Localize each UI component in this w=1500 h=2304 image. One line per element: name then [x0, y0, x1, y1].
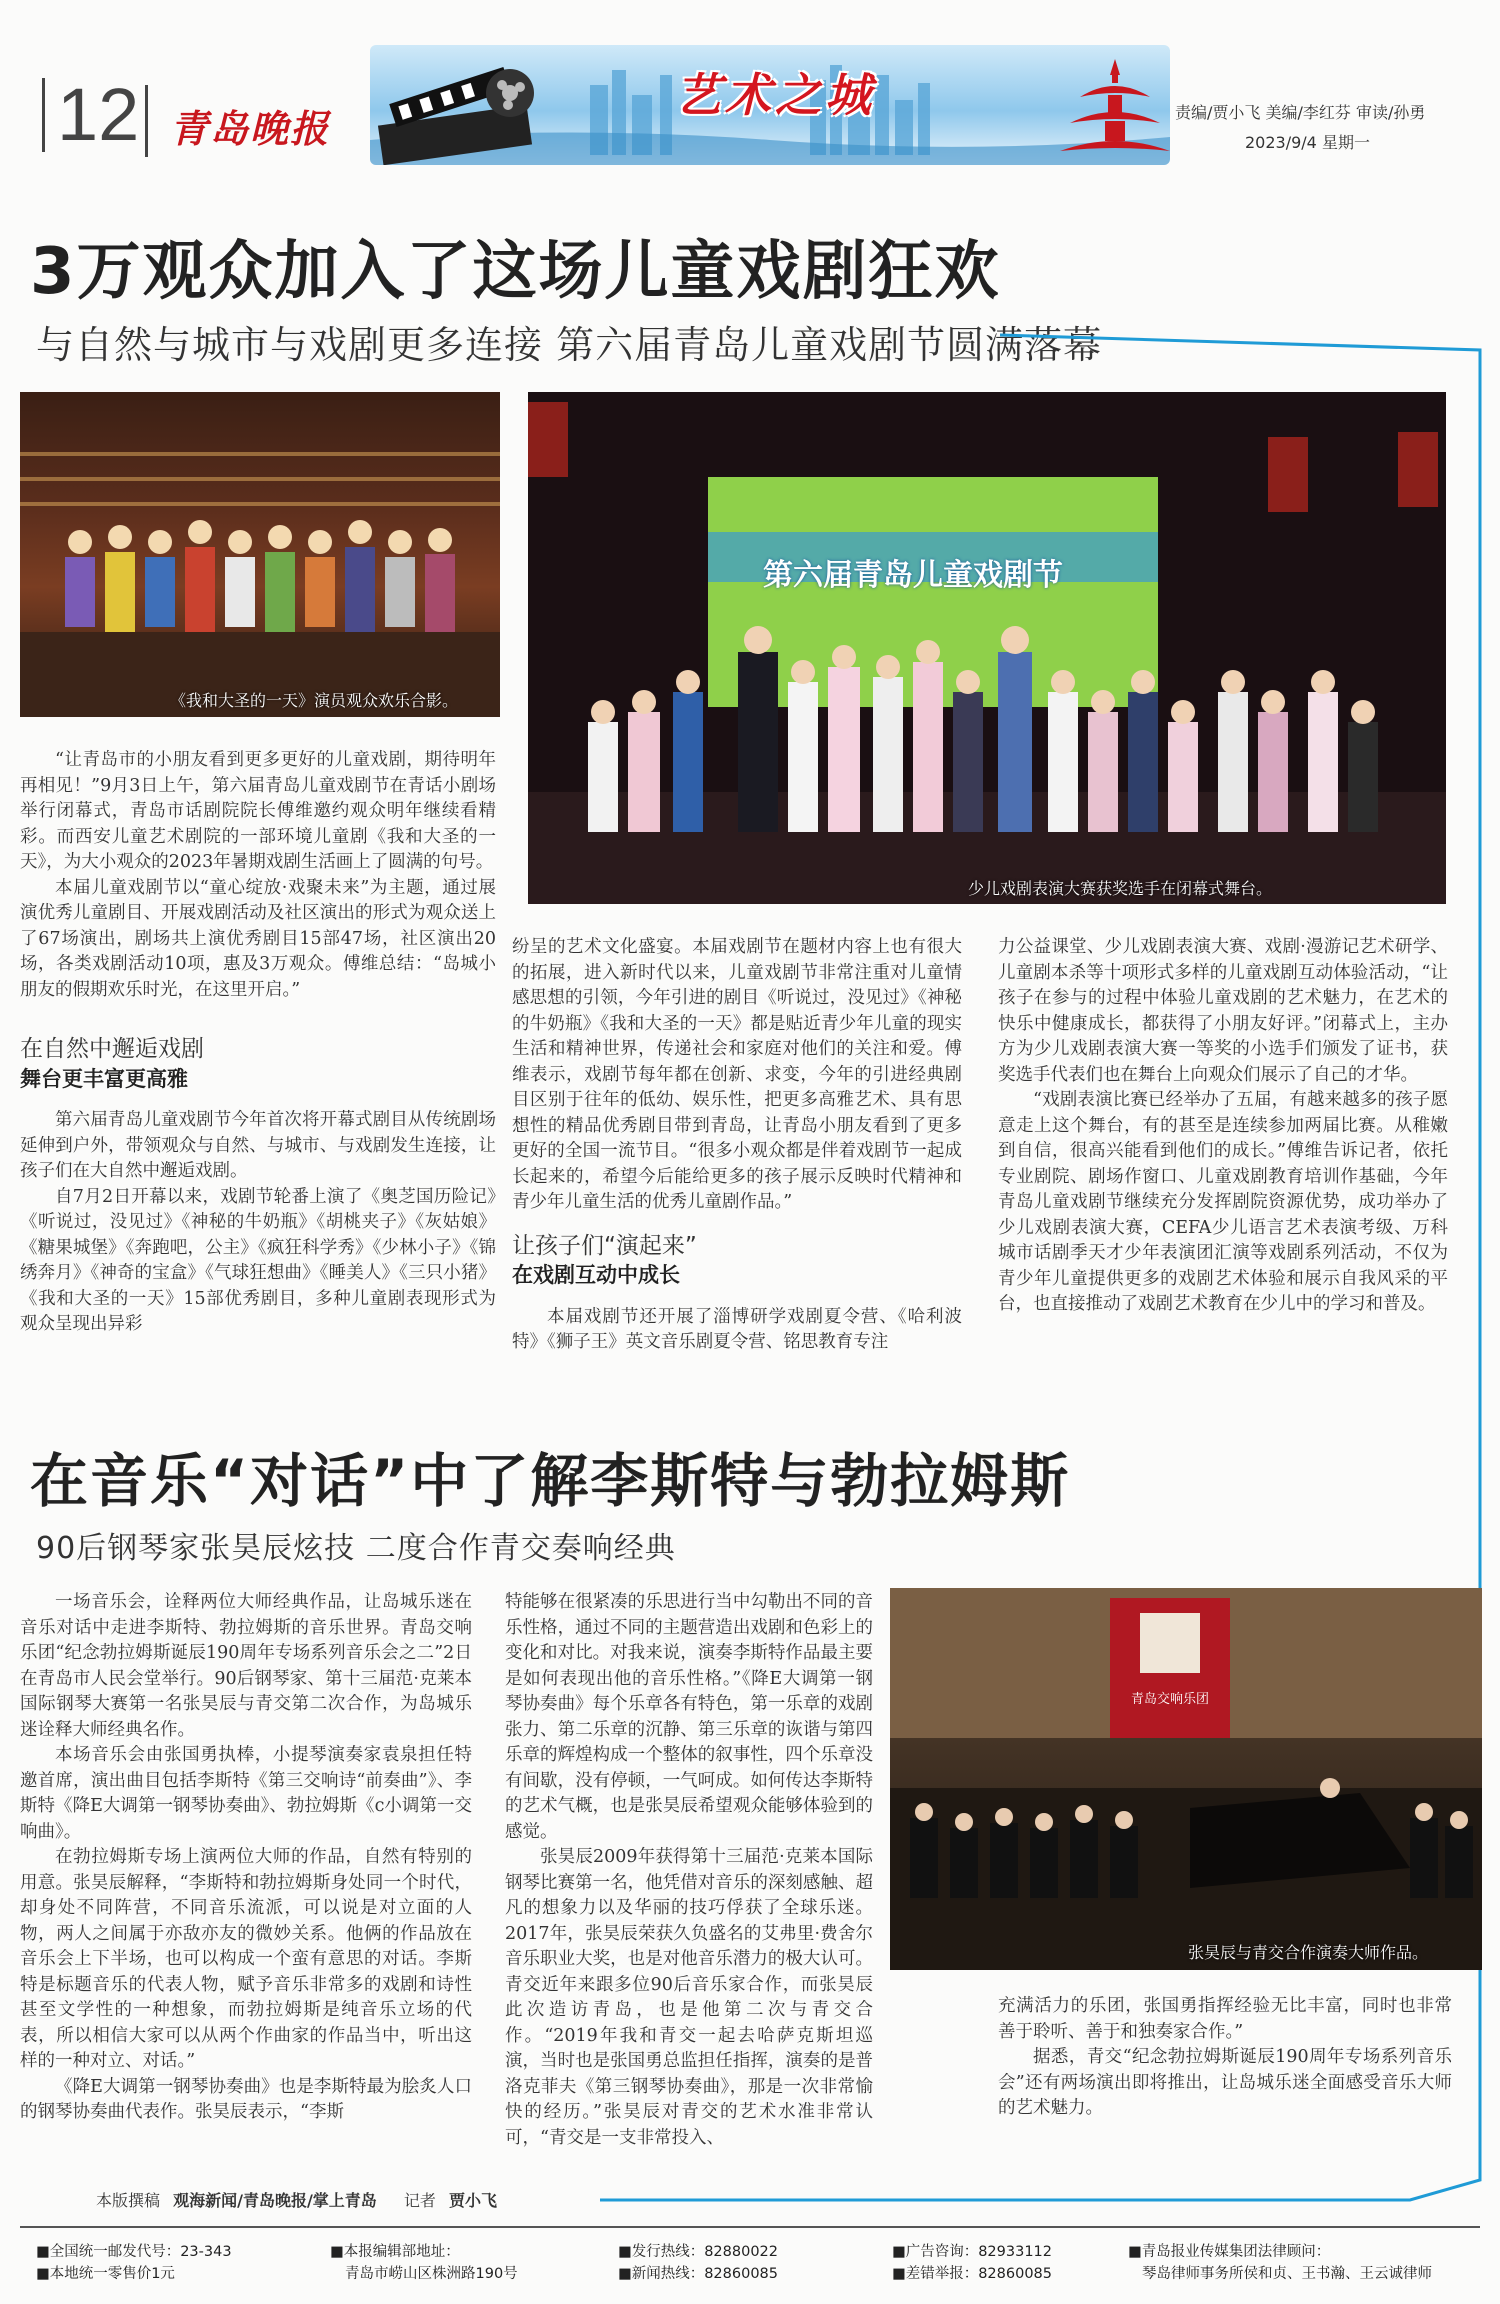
article2-subheadline: 90后钢琴家张昊辰炫技 二度合作青交奏响经典 [36, 1531, 676, 1566]
issue-date: 2023/9/4 星期一 [1245, 133, 1370, 152]
paragraph: “让青岛市的小朋友看到更多更好的儿童戏剧，期待明年再相见！”9月3日上午，第六届青岛儿童戏剧节在青话小剧场举行闭幕式，青岛市话剧院院长傅维邀约观众明年继续看精彩。而西安儿童艺术剧院的一部环境儿童剧《我和大圣的一天》，为大小观众的2023年暑期戏剧生活画上了圆满的句号。 [20, 750, 496, 872]
section-subtitle-bold: 舞台更丰富更高雅 [20, 1066, 188, 1091]
article1-subheadline: 与自然与城市与戏剧更多连接 第六届青岛儿童戏剧节圆满落幕 [36, 323, 1103, 367]
footer-legal-advisor-label: ■青岛报业传媒集团法律顾问： [1128, 2244, 1331, 2260]
section-subtitle: 让孩子们“演起来” [512, 1232, 697, 1259]
photo-orchestra-concert [890, 1588, 1482, 1970]
editor-credits: 责编/贾小飞 美编/李红芬 审读/孙勇 [1175, 103, 1426, 122]
pagoda-landmark-icon [1060, 55, 1170, 165]
byline [96, 2188, 497, 2211]
paragraph: 力公益课堂、少儿戏剧表演大赛、戏剧·漫游记艺术研学、儿童剧本杀等十项形式多样的儿童戏剧互动体验活动，“让孩子在参与的过程中体验儿童戏剧的艺术魅力，在艺术的快乐中健康成长，都获得了小朋友好评。”闭幕式上，主办方为少儿戏剧表演大赛一等奖的小选手们颁发了证书，获奖选手代表们也在舞台上向观众们展示了自己的才华。 [998, 937, 1448, 1085]
article1-column1 [20, 748, 496, 1338]
photo-award-winners-on-stage [528, 392, 1446, 904]
footer-address: 青岛市崂山区株洲路190号 [345, 2266, 518, 2282]
photo1-caption: 《我和大圣的一天》演员观众欢乐合影。 [170, 691, 459, 710]
section-title: 艺术之城 [675, 68, 875, 122]
byline-reporter-label: 记者 [403, 2191, 436, 2210]
orchestra-sign-text: 青岛交响乐团 [1130, 1692, 1209, 1707]
section-subtitle-bold: 在戏剧互动中成长 [512, 1263, 680, 1287]
article1-headline: 3万观众加入了这场儿童戏剧狂欢 [30, 235, 1001, 309]
footer [0, 2232, 1500, 2304]
footer-rule [20, 2226, 1480, 2228]
byline-sources: 观海新闻/青岛晚报/掌上青岛 [173, 2191, 377, 2210]
stage-banner-text: 第六届青岛儿童戏剧节 [763, 558, 1063, 593]
footer-postal-code: ■全国统一邮发代号：23-343 [36, 2244, 232, 2260]
footer-address-label: ■本报编辑部地址： [330, 2244, 460, 2260]
paragraph: 在勃拉姆斯专场上演两位大师的作品，自然有特别的用意。张昊辰解释，“李斯特和勃拉姆斯身处同一个时代，却身处不同阵营，不同音乐流派，可以说是对立面的人物，两人之间属于亦敌亦友的微妙关系。他俩的作品放在音乐会上下半场，也可以构成一个蛮有意思的对话。李斯特是标题音乐的代表人物，赋予音乐非常多的戏剧和诗性甚至文学性的一种想象，而勃拉姆斯是纯音乐立场的代表，所以相信大家可以从两个作曲家的作品当中，听出这样的一种对立、对话。” [20, 1847, 472, 2071]
paragraph: 本届戏剧节还开展了淄博研学戏剧夏令营、《哈利波特》《狮子王》英文音乐剧夏令营、铭思教育专注 [512, 1306, 962, 1352]
paragraph: 第六届青岛儿童戏剧节今年首次将开幕式剧目从传统剧场延伸到户外，带领观众与自然、与城市、与戏剧发生连接，让孩子们在大自然中邂逅戏剧。 [20, 1110, 496, 1181]
film-reel-icon [370, 45, 540, 165]
footer-ad-inquiry: ■广告咨询：82933112 [892, 2244, 1053, 2260]
paragraph: 纷呈的艺术文化盛宴。本届戏剧节在题材内容上也有很大的拓展，进入新时代以来，儿童戏剧节非常注重对儿童情感思想的引领，今年引进的剧目《听说过，没见过》《神秘的牛奶瓶》《我和大圣的一天》都是贴近青少年儿童的现实生活和精神世界，传递社会和家庭对他们的关注和爱。傅维表示，戏剧节每年都在创新、求变，今年的引进经典剧目区别于往年的低幼、娱乐性，把更多高雅艺术、具有思想性的精品优秀剧目带到青岛，让青岛小朋友看到了更多更好的全国一流节目。“很多小观众都是伴着戏剧节一起成长起来的，希望今后能给更多的孩子展示反映时代精神和青少年儿童生活的优秀儿童剧作品。” [512, 937, 962, 1212]
paragraph: 《降E大调第一钢琴协奏曲》也是李斯特最为脍炙人口的钢琴协奏曲代表作。张昊辰表示，“李斯 [20, 2076, 472, 2122]
paragraph: 充满活力的乐团，张国勇指挥经验无比丰富，同时也非常善于聆听、善于和独奏家合作。” [998, 1996, 1452, 2042]
article2-column1 [20, 1590, 472, 2126]
paragraph: 特能够在很紧凑的乐思进行当中勾勒出不同的音乐性格，通过不同的主题营造出戏剧和色彩上的变化和对比。对我来说，演奏李斯特作品最主要是如何表现出他的音乐性格。”《降E大调第一钢琴协奏曲》每个乐章各有特色，第一乐章的戏剧张力、第二乐章的沉静、第三乐章的诙谐与第四乐章的辉煌构成一个整体的叙事性，四个乐章没有间歇，没有停顿，一气呵成。如何传达李斯特的艺术气概，也是张昊辰希望观众能够体验到的感觉。 [505, 1592, 873, 1842]
byline-reporter: 贾小飞 [449, 2191, 498, 2210]
footer-legal-advisor: 琴岛律师事务所侯和贞、王书瀚、王云诚律师 [1142, 2266, 1432, 2282]
article2-column3 [998, 1994, 1452, 2122]
footer-news-hotline: ■新闻热线：82860085 [618, 2266, 779, 2282]
article2-headline: 在音乐“对话”中了解李斯特与勃拉姆斯 [30, 1447, 1071, 1515]
paragraph: 据悉，青交“纪念勃拉姆斯诞辰190周年专场系列音乐会”还有两场演出即将推出，让岛城乐迷全面感受音乐大师的艺术魅力。 [998, 2047, 1452, 2118]
article1-column3 [998, 935, 1448, 1318]
article1-column2 [512, 935, 962, 1356]
footer-retail-price: ■本地统一零售价1元 [36, 2266, 175, 2282]
header-banner [370, 45, 1170, 165]
paragraph: 本场音乐会由张国勇执棒，小提琴演奏家袁泉担任特邀首席，演出曲目包括李斯特《第三交响诗“前奏曲”》、李斯特《降E大调第一钢琴协奏曲》、勃拉姆斯《c小调第一交响曲》。 [20, 1745, 472, 1842]
header-divider [145, 85, 148, 157]
byline-prefix: 本版撰稿 [96, 2191, 161, 2210]
section-subtitle: 在自然中邂逅戏剧 [20, 1036, 204, 1062]
article2-column2 [505, 1590, 873, 2151]
photo3-caption: 张昊辰与青交合作演奏大师作品。 [1188, 1943, 1429, 1962]
footer-distribution-hotline: ■发行热线：82880022 [618, 2244, 779, 2260]
paper-name-logo: 青岛晚报 [170, 106, 331, 151]
photo2-caption: 少儿戏剧表演大赛获奖选手在闭幕式舞台。 [968, 879, 1273, 898]
paragraph: 自7月2日开幕以来，戏剧节轮番上演了《奥芝国历险记》《听说过，没见过》《神秘的牛奶瓶》《胡桃夹子》《灰姑娘》《糖果城堡》《奔跑吧，公主》《疯狂科学秀》《少林小子》《锦绣奔月》《神奇的宝盒》《气球狂想曲》《睡美人》《三只小猪》《我和大圣的一天》15部优秀剧目，多种儿童剧表现形式为观众呈现出异彩 [20, 1186, 496, 1334]
paragraph: 张昊辰2009年获得第十三届范·克莱本国际钢琴比赛第一名，他凭借对音乐的深刻感触、超凡的想象力以及华丽的技巧俘获了全球乐迷。2017年，张昊辰荣获久负盛名的艾弗里·费舍尔音乐职业大奖，也是对他音乐潜力的极大认可。青交近年来跟多位90后音乐家合作，而张昊辰此次造访青岛，也是他第二次与青交合作。“2019年我和青交一起去哈萨克斯坦巡演，当时也是张国勇总监担任指挥，演奏的是普洛克菲夫《第三钢琴协奏曲》，那是一次非常愉快的经历。”张昊辰对青交的艺术水准非常认可，“青交是一支非常投入、 [505, 1847, 873, 2148]
page-header [0, 0, 1500, 175]
footer-error-report: ■差错举报：82860085 [892, 2266, 1053, 2282]
paragraph: 本届儿童戏剧节以“童心绽放·戏聚未来”为主题，通过展演优秀儿童剧目、开展戏剧活动及社区演出的形式为观众送上了67场演出，剧场共上演优秀剧目15部47场，社区演出20场，各类戏剧活动10项，惠及3万观众。傅维总结：“岛城小朋友的假期欢乐时光，在这里开启。” [20, 877, 496, 1000]
photo-cast-with-audience [20, 392, 500, 717]
page-number: 12 [42, 78, 139, 152]
paragraph: “戏剧表演比赛已经举办了五届，有越来越多的孩子愿意走上这个舞台，有的甚至是连续参加两届比赛。从稚嫩到自信，很高兴能看到他们的成长。”傅维告诉记者，依托专业剧院、剧场作窗口、儿童戏剧教育培训作基础，今年青岛儿童戏剧节继续充分发挥剧院资源优势，成功举办了少儿戏剧表演大赛，CEFA少儿语言艺术表演考级、万科城市话剧季天才少年表演团汇演等戏剧系列活动，不仅为青少年儿童提供更多的戏剧艺术体验和展示自我风采的平台，也直接推动了戏剧艺术教育在少儿中的学习和普及。 [998, 1090, 1448, 1314]
paragraph: 一场音乐会，诠释两位大师经典作品，让岛城乐迷在音乐对话中走进李斯特、勃拉姆斯的音乐世界。青岛交响乐团“纪念勃拉姆斯诞辰190周年专场系列音乐会之二”2日在青岛市人民会堂举行。90后钢琴家、第十三届范·克莱本国际钢琴大赛第一名张昊辰与青交第二次合作，为岛城乐迷诠释大师经典名作。 [20, 1592, 472, 1740]
